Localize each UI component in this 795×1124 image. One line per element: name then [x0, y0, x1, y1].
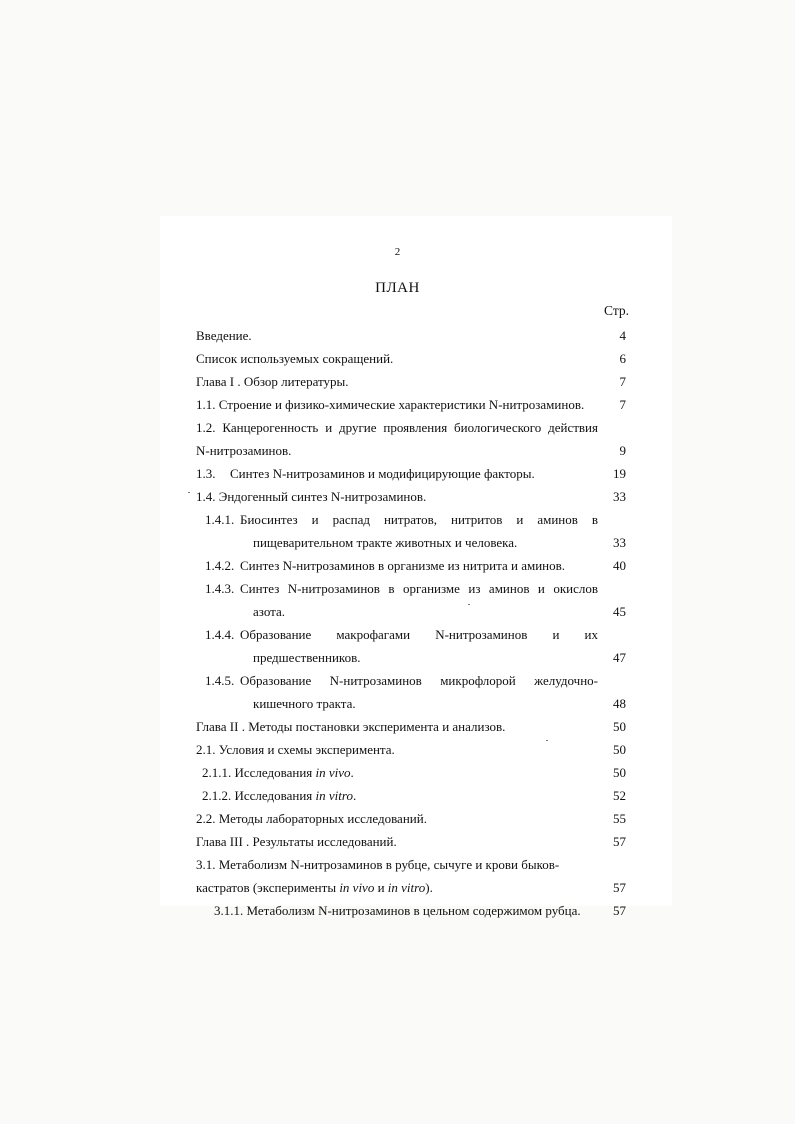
page-title: ПЛАН [375, 280, 420, 296]
toc-entry-continuation [196, 646, 638, 669]
toc-entry-text: Глава III . Результаты исследований. [196, 834, 397, 849]
toc-entry-text-part: ). [425, 880, 433, 895]
toc-entry-text-part: кастратов (эксперименты [196, 880, 340, 895]
toc-entry [196, 853, 638, 876]
toc-entry [196, 485, 638, 508]
toc-entry-page: 7 [619, 397, 626, 412]
toc-entry [196, 554, 638, 577]
toc-entry-text: 2.1. Условия и схемы эксперимента. [196, 742, 395, 757]
toc-entry [196, 715, 638, 738]
toc-entry [196, 623, 638, 646]
toc-entry-text: 1.4. Эндогенный синтез N-нитрозаминов. [196, 489, 427, 504]
toc-entry-page: 50 [613, 719, 626, 734]
toc-entry-text: Синтез N-нитрозаминов в организме из аминов и окислов [240, 581, 598, 596]
toc-entry-text-suffix: . [350, 765, 354, 780]
scan-speck [188, 492, 190, 493]
toc-entry-continuation [196, 531, 638, 554]
toc-entry-continuation [196, 600, 638, 623]
toc-entry [196, 416, 638, 439]
toc-entry [196, 393, 638, 416]
toc-entry-page: 57 [613, 880, 626, 895]
toc-entry [196, 577, 638, 600]
toc-entry-text [202, 784, 356, 807]
scan-speck [468, 604, 470, 605]
toc-entry-text: Глава I . Обзор литературы. [196, 374, 349, 389]
toc-entry [196, 830, 638, 853]
toc-entry-text: Образование макрофагами N-нитрозаминов и их [240, 627, 598, 642]
toc-entry-page: 7 [619, 374, 626, 389]
toc-entry [196, 807, 638, 830]
toc-entry-number: 1.4.5. [205, 673, 235, 688]
toc-entry-page: 4 [619, 328, 626, 343]
toc-entry-text [196, 876, 433, 899]
toc-entry-text: Синтез N-нитрозаминов и модифицирующие факторы. [230, 466, 535, 481]
toc-entry-text: пищеварительном тракте животных и человека. [253, 535, 518, 550]
toc-entry [196, 370, 638, 393]
toc-entry-continuation [196, 692, 638, 715]
toc-entry-text: предшественников. [253, 650, 361, 665]
toc-entry-continuation [196, 439, 638, 462]
toc-entry-text-italic: in vivo [339, 880, 375, 895]
toc-entry-text [202, 761, 354, 784]
toc-entry [196, 738, 638, 761]
toc-entry [196, 508, 638, 531]
toc-entry-page: 19 [613, 466, 626, 481]
toc-entry [196, 899, 638, 922]
toc-entry-page: 57 [613, 834, 626, 849]
toc-entry-page: 57 [613, 903, 626, 918]
toc-entry-text: Биосинтез и распад нитратов, нитритов и аминов в [240, 512, 598, 527]
toc-entry [196, 347, 638, 370]
toc-entry-continuation [196, 876, 638, 899]
toc-entry-number: 1.4.2. [205, 558, 235, 573]
table-of-contents [196, 324, 638, 922]
toc-entry-number: 1.4.4. [205, 627, 235, 642]
page-number: 2 [394, 246, 401, 258]
toc-entry-text: кишечного тракта. [253, 696, 356, 711]
toc-entry-text-italic: in vitro [315, 788, 353, 803]
toc-entry-text-italic: in vivo [315, 765, 351, 780]
toc-entry-page: 6 [619, 351, 626, 366]
toc-entry [196, 761, 638, 784]
toc-entry-text: N-нитрозаминов. [196, 443, 292, 458]
toc-entry-text: Введение. [196, 328, 252, 343]
toc-entry-text-part: и [374, 880, 388, 895]
toc-entry-number: 1.4.1. [205, 512, 235, 527]
toc-entry-text: 3.1. Метаболизм N-нитрозаминов в рубце, сычуге и крови быков- [196, 857, 560, 872]
toc-entry [196, 669, 638, 692]
toc-entry-page: 9 [619, 443, 626, 458]
toc-entry [196, 462, 638, 485]
toc-entry-text: 1.2. Канцерогенность и другие проявления биологического действия [196, 420, 598, 435]
toc-entry-page: 50 [613, 765, 626, 780]
toc-entry-text-prefix: 2.1.1. Исследования [202, 765, 316, 780]
toc-entry-text: Синтез N-нитрозаминов в организме из нитрита и аминов. [240, 558, 566, 573]
scan-speck [546, 740, 548, 741]
toc-entry-text-italic: in vitro [387, 880, 426, 895]
toc-entry-page: 45 [613, 604, 626, 619]
toc-entry [196, 324, 638, 347]
toc-entry [196, 784, 638, 807]
toc-entry-page: 47 [613, 650, 626, 665]
toc-entry-text: 2.2. Методы лабораторных исследований. [196, 811, 427, 826]
toc-entry-text: Глава II . Методы постановки эксперимента и анализов. [196, 719, 506, 734]
toc-entry-page: 33 [613, 535, 626, 550]
toc-entry-text: Образование N-нитрозаминов микрофлорой желудочно- [240, 673, 598, 688]
toc-entry-page: 33 [613, 489, 626, 504]
toc-entry-page: 40 [613, 558, 626, 573]
page-column-header: Стр. [604, 303, 630, 318]
toc-entry-page: 50 [613, 742, 626, 757]
toc-entry-number: 1.3. [196, 466, 216, 481]
toc-entry-text: азота. [253, 604, 286, 619]
toc-entry-text-prefix: 2.1.2. Исследования [202, 788, 316, 803]
toc-entry-text: 3.1.1. Метаболизм N-нитрозаминов в цельном содержимом рубца. [214, 903, 581, 918]
toc-entry-page: 55 [613, 811, 626, 826]
toc-entry-page: 52 [613, 788, 626, 803]
toc-entry-text-suffix: . [352, 788, 357, 803]
toc-entry-text: Список используемых сокращений. [196, 351, 394, 366]
toc-entry-page: 48 [613, 696, 626, 711]
toc-entry-number: 1.4.3. [205, 581, 235, 596]
toc-entry-text: 1.1. Строение и физико-химические характеристики N-нитрозаминов. [196, 397, 585, 412]
